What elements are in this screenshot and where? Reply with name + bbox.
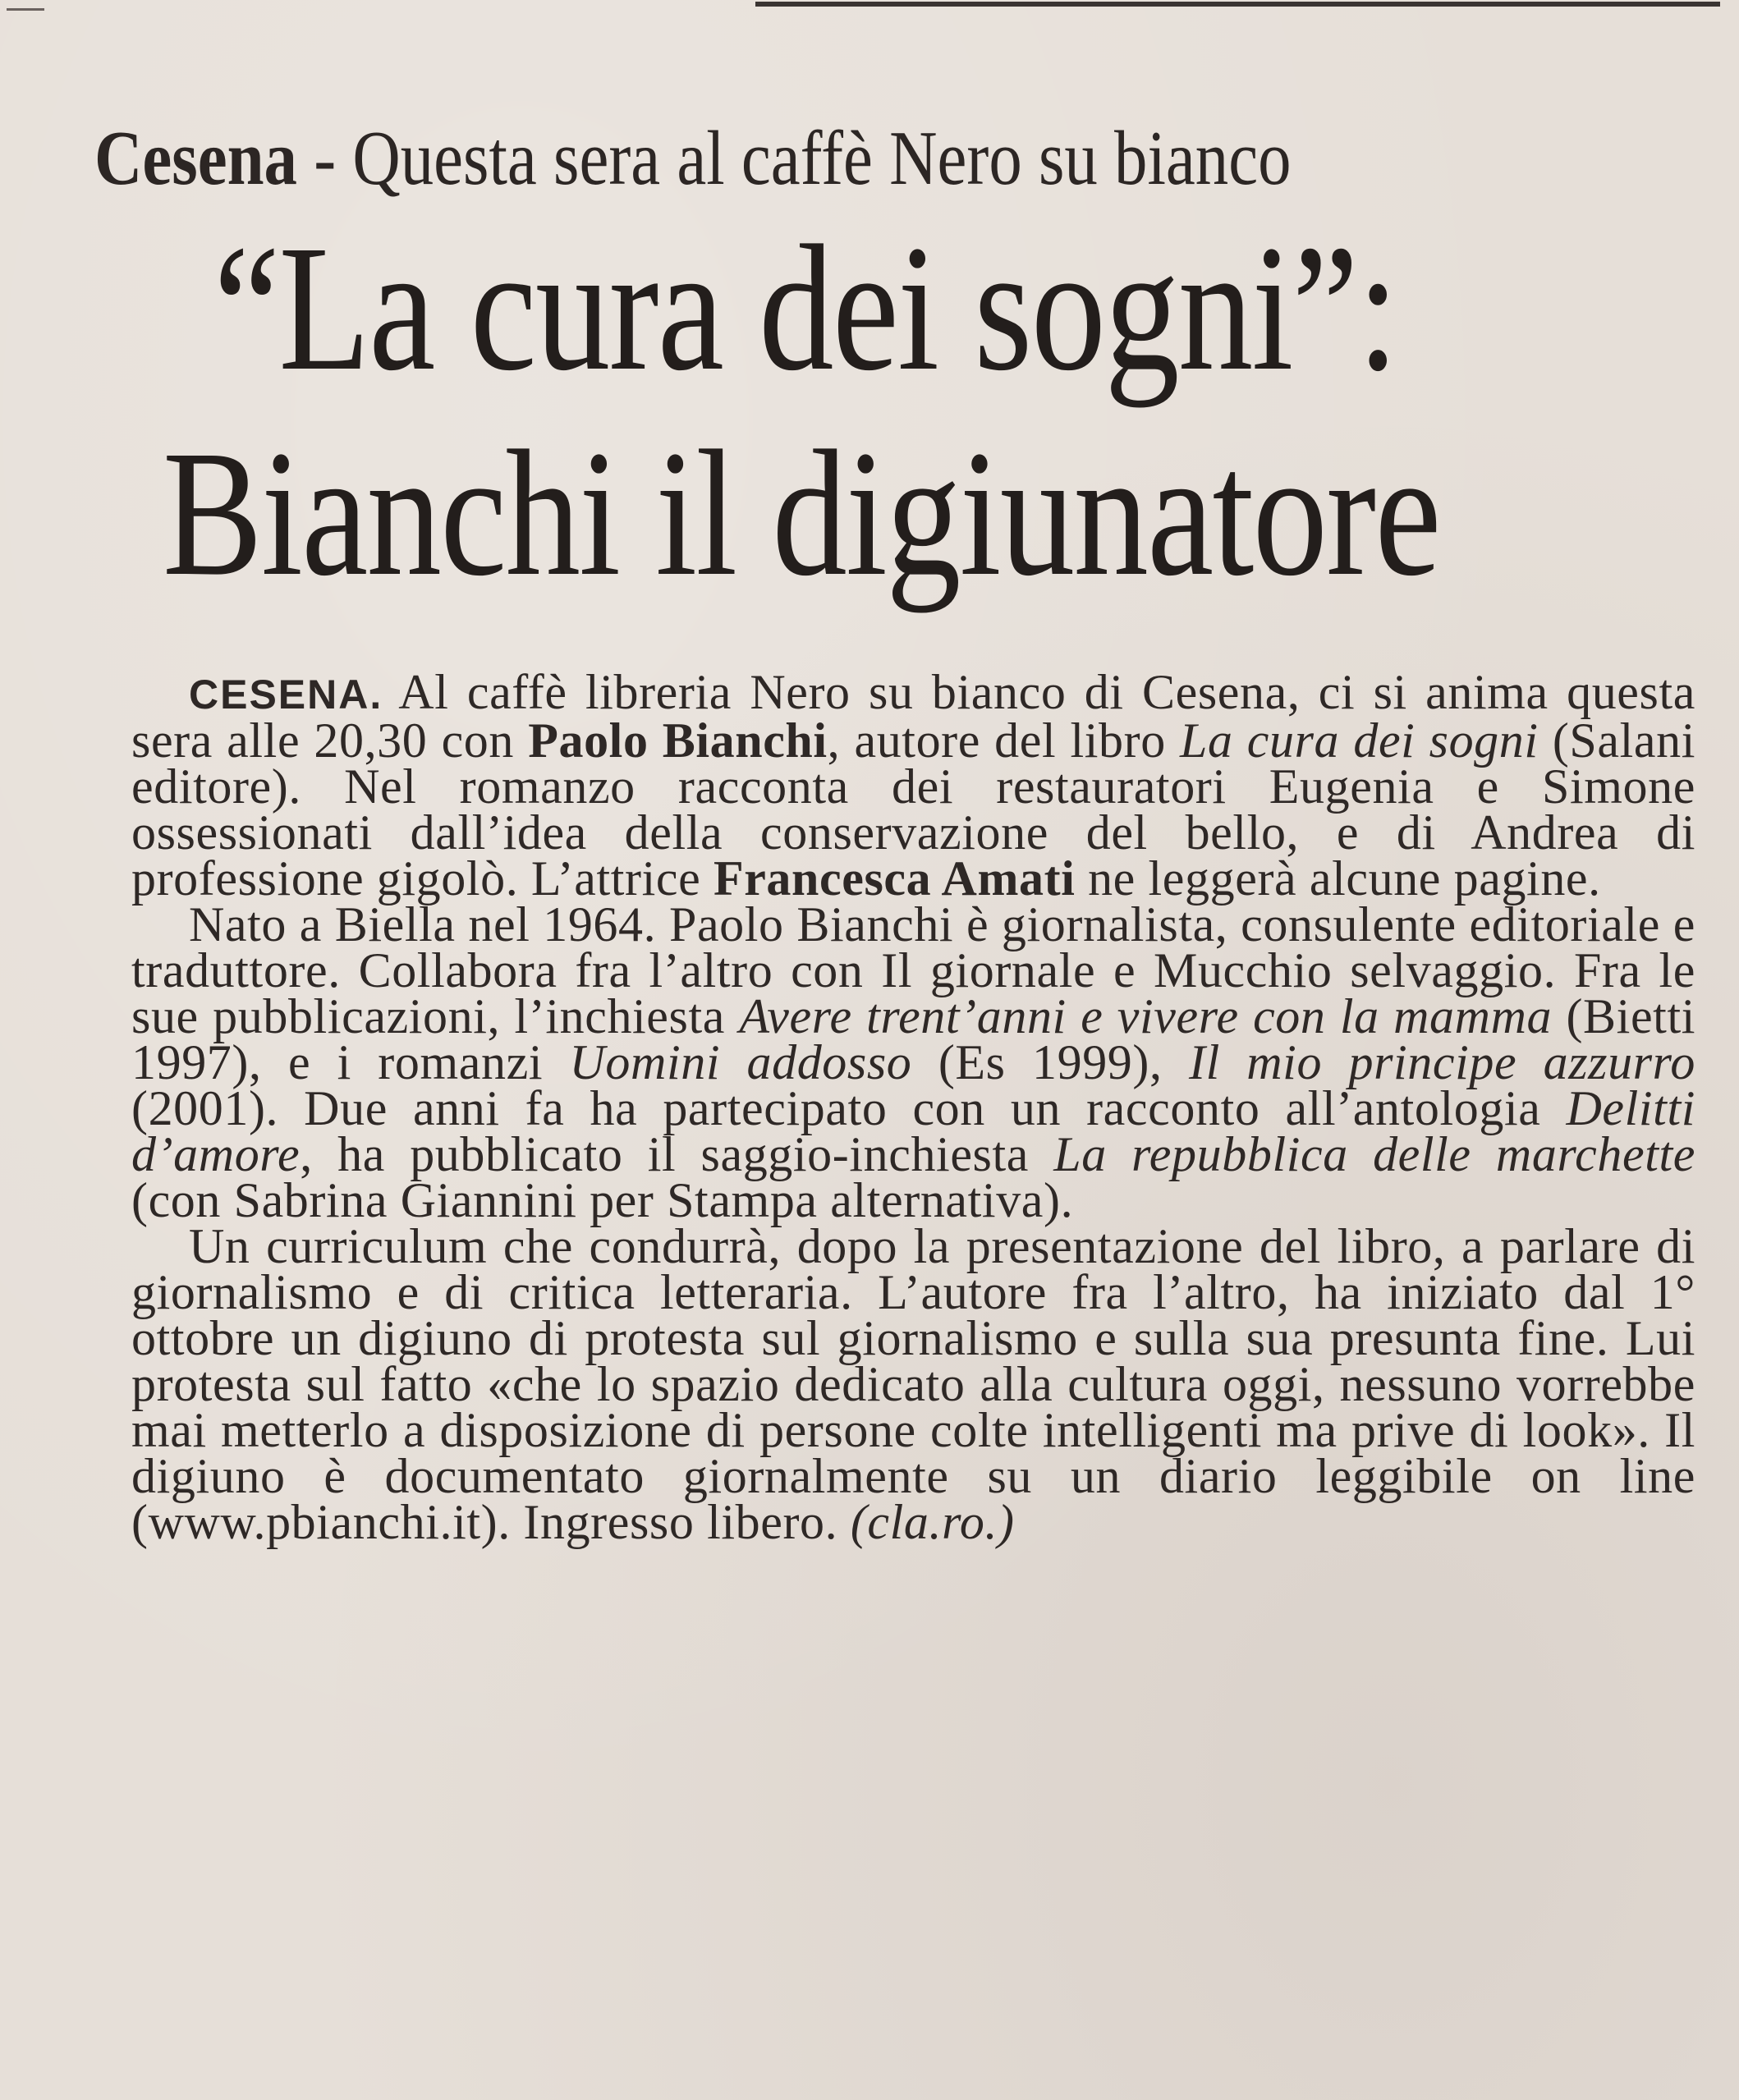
- p3-text-1: Un curriculum che condurrà, dopo la presentazione del libro, a parlare di giornalismo e di critica letteraria. L’autore fra l’altro, ha iniziato dal 1° ottobre un digiuno di protesta sul giornalismo e sulla sua presunta fine. Lui protesta sul fatto «che lo spazio dedicato alla cultura oggi, nessuno vorrebbe mai metterlo a disposizione di persone colte intelligenti ma prive di look». Il digiuno è documentato giornalmente su un diario leggibile on line (www.pbianchi.it). Ingresso libero.: [131, 1219, 1695, 1549]
- kicker-text: - Questa sera al caffè Nero su bianco: [296, 116, 1292, 201]
- p2-title-3: Il mio principe azzurro: [1189, 1035, 1695, 1089]
- top-rule: [755, 2, 1720, 7]
- p2-title-2: Uomini addosso: [569, 1035, 912, 1089]
- paragraph-3: [131, 1219, 1695, 1549]
- p2-text-6: (con Sabrina Giannini per Stampa alternativa).: [131, 1173, 1074, 1227]
- p2-title-4: Delitti d’amore: [131, 1081, 1695, 1181]
- paragraph-1: [131, 665, 1696, 906]
- paragraph-2: [131, 897, 1696, 1227]
- p2-title-1: Avere trent’anni e vivere con la mamma: [739, 989, 1553, 1043]
- p1-text-4: ne leggerà alcune pagine.: [1075, 851, 1601, 906]
- p2-title-5: La repubblica delle marchette: [1053, 1127, 1696, 1181]
- author-name: Paolo Bianchi: [528, 713, 828, 768]
- headline-line-1: “La cura dei sogni”:: [213, 208, 1398, 408]
- dateline: CESENA.: [189, 672, 383, 718]
- p2-text-4: (2001). Due anni fa ha partecipato con un racconto all’antologia: [131, 1081, 1567, 1135]
- p1-text-3: (Salani editore). Nel romanzo racconta dei restauratori Eugenia e Simone ossessionati dall’idea della conservazione del bello, e di Andrea di professione gigolò. L’attrice: [131, 713, 1696, 906]
- p2-text-1: Nato a Biella nel 1964. Paolo Bianchi è giornalista, consulente editoriale e traduttore. Collabora fra l’altro con Il giornale e Mucchio selvaggio. Fra le sue pubblicazioni, l’inchiesta: [131, 897, 1695, 1043]
- p2-text-3: (Es 1999),: [911, 1035, 1189, 1089]
- book-title: La cura dei sogni: [1180, 713, 1539, 768]
- p2-text-5: , ha pubblicato il saggio-inchiesta: [300, 1127, 1054, 1181]
- p2-text-2: (Bietti 1997), e i romanzi: [131, 989, 1695, 1089]
- kicker: [94, 113, 1436, 204]
- corner-mark: [7, 0, 44, 11]
- actress-name: Francesca Amati: [713, 851, 1076, 906]
- p1-text-2: , autore del libro: [827, 713, 1180, 768]
- p1-text-1: Al caffè libreria Nero su bianco di Cesena, ci si anima questa sera alle 20,30 con: [131, 665, 1695, 768]
- headline-line-2: Bianchi il digiunatore: [163, 413, 1440, 613]
- byline: (cla.ro.): [850, 1495, 1015, 1549]
- kicker-place: Cesena: [94, 116, 297, 201]
- article-body: [131, 665, 1696, 1549]
